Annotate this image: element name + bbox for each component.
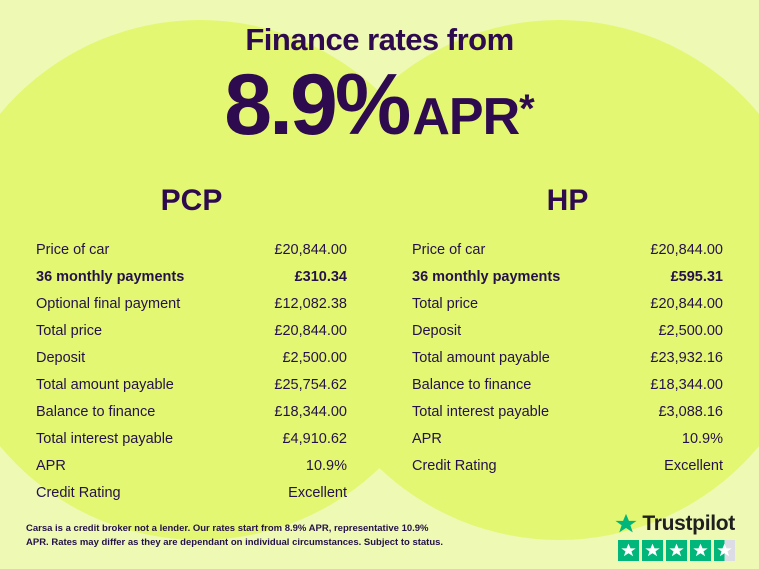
row-value: £20,844.00 xyxy=(650,241,723,258)
row-label: Optional final payment xyxy=(36,295,181,312)
row-label: Total amount payable xyxy=(36,376,174,393)
trustpilot-name: Trustpilot xyxy=(642,511,735,535)
table-row xyxy=(24,236,359,263)
row-label: Total interest payable xyxy=(36,430,174,447)
table-row xyxy=(24,452,359,479)
table-row xyxy=(24,263,359,290)
row-label: Total price xyxy=(412,295,479,312)
row-label: APR xyxy=(412,430,442,447)
row-value: £2,500.00 xyxy=(282,349,347,366)
rate-value: 8.9% xyxy=(224,57,409,153)
table-row xyxy=(400,425,735,452)
table-row xyxy=(400,290,735,317)
star-filled-icon xyxy=(690,540,711,561)
row-value: £595.31 xyxy=(670,268,723,285)
table-row xyxy=(24,425,359,452)
row-label: 36 monthly payments xyxy=(36,268,185,285)
row-value: £4,910.62 xyxy=(282,430,347,447)
finance-column-pcp xyxy=(24,184,359,506)
row-value: £3,088.16 xyxy=(658,403,723,420)
row-value: £310.34 xyxy=(294,268,347,285)
table-row xyxy=(400,236,735,263)
footer xyxy=(0,503,759,569)
row-value: £12,082.38 xyxy=(274,295,347,312)
trustpilot-star-icon xyxy=(615,513,637,535)
row-label: Total amount payable xyxy=(412,349,550,366)
row-label: Price of car xyxy=(36,241,110,258)
row-label: Total price xyxy=(36,322,103,339)
row-value: £2,500.00 xyxy=(658,322,723,339)
row-value: Excellent xyxy=(664,457,723,474)
rate-display xyxy=(0,57,759,153)
table-row xyxy=(24,398,359,425)
star-filled-icon xyxy=(666,540,687,561)
star-filled-icon xyxy=(642,540,663,561)
table-row xyxy=(24,344,359,371)
row-label: Deposit xyxy=(36,349,86,366)
row-label: Balance to finance xyxy=(412,376,532,393)
table-row xyxy=(400,344,735,371)
row-value: £23,932.16 xyxy=(650,349,723,366)
page-title: Finance rates from xyxy=(245,22,514,57)
row-value: £18,344.00 xyxy=(650,376,723,393)
row-value: £20,844.00 xyxy=(274,241,347,258)
star-filled-icon xyxy=(618,540,639,561)
finance-columns xyxy=(0,148,759,506)
table-row xyxy=(400,371,735,398)
rate-unit: APR xyxy=(412,88,520,146)
table-row xyxy=(24,317,359,344)
row-label: Total interest payable xyxy=(412,403,550,420)
row-value: £20,844.00 xyxy=(650,295,723,312)
row-label: Credit Rating xyxy=(412,457,497,474)
star-half-icon xyxy=(714,540,735,561)
table-row xyxy=(24,371,359,398)
row-value: 10.9% xyxy=(681,430,723,447)
table-row xyxy=(400,317,735,344)
row-value: Excellent xyxy=(288,484,347,501)
row-value: £20,844.00 xyxy=(274,322,347,339)
row-label: APR xyxy=(36,457,66,474)
column-title-pcp: PCP xyxy=(160,184,223,217)
table-row xyxy=(400,452,735,479)
column-title-hp: HP xyxy=(546,184,589,217)
table-row xyxy=(400,398,735,425)
rate-asterisk: * xyxy=(519,87,535,131)
row-label: Price of car xyxy=(412,241,486,258)
row-label: Deposit xyxy=(412,322,462,339)
row-value: £18,344.00 xyxy=(274,403,347,420)
disclaimer-text: Carsa is a credit broker not a lender. Our rates start from 8.9% APR, representative 10.9% APR. Rates may differ as they are dependant on individual circumstances. Subject to status. xyxy=(26,523,444,548)
trustpilot-logo xyxy=(615,512,735,536)
trustpilot-rating-stars xyxy=(615,540,735,561)
table-row xyxy=(400,263,735,290)
row-value: £25,754.62 xyxy=(274,376,347,393)
trustpilot-widget[interactable] xyxy=(615,512,735,561)
table-row xyxy=(24,479,359,506)
finance-column-hp xyxy=(400,184,735,506)
row-label: 36 monthly payments xyxy=(412,268,561,285)
table-row xyxy=(24,290,359,317)
row-label: Balance to finance xyxy=(36,403,156,420)
row-label: Credit Rating xyxy=(36,484,121,501)
row-value: 10.9% xyxy=(305,457,347,474)
